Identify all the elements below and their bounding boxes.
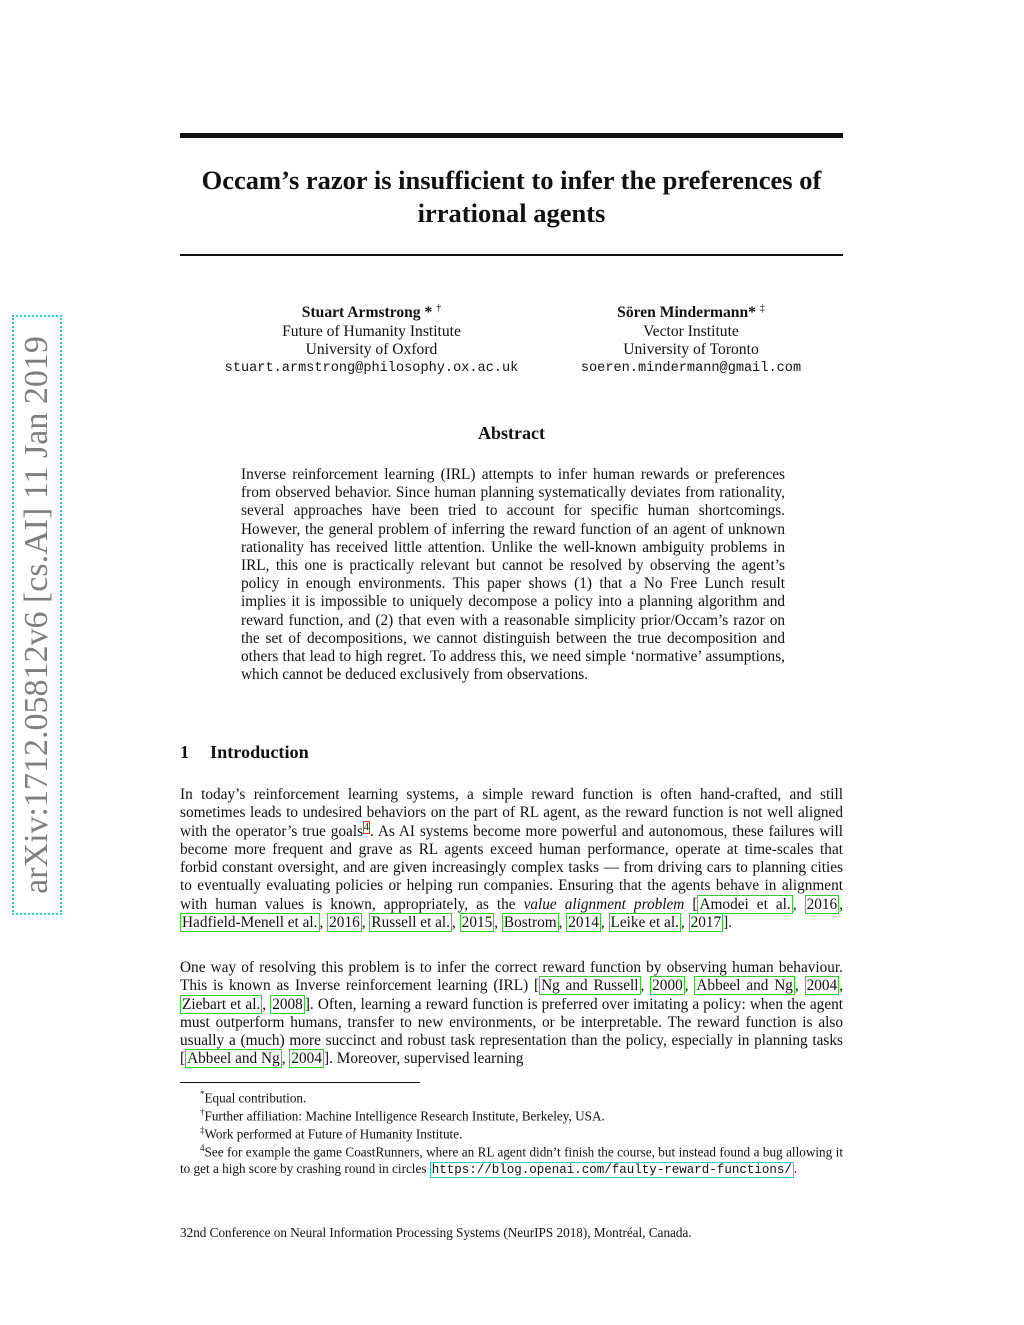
citation-link[interactable]: Amodei et al. — [699, 895, 791, 913]
footnote-url-link[interactable]: https://blog.openai.com/faulty-reward-functions/ — [431, 1163, 792, 1178]
intro-paragraph-2: One way of resolving this problem is to infer the correct reward function by observing human behaviour. This is known as Inverse reinforcement learning (IRL) [ Ng and Russell , 2000 , Abbeel and Ng , 2004 , Ziebart et al. , 2008 ]. Often, learning a reward function is preferred over imitating a policy: when the agent must outperform humans, transfer to new environments, or be interpretable. The reward function is also usually a (much) more succinct and robust task representation than the policy, especially in planning tasks [ Abbeel and Ng , 2004 ]. Moreover, supervised learning — [180, 959, 844, 1068]
footnote-link-4[interactable]: 4 — [364, 821, 370, 833]
conference-footer: 32nd Conference on Neural Information Processing Systems (NeurIPS 2018), Montréal, Canada. — [180, 1225, 692, 1240]
footnote-4-coastrunners: $^4$See for example the game CoastRunners, where an RL agent didn’t finish the course, but instead found a bug allowing it to get a high score by crashing round in circles https://blog.openai.com/faulty-reward-functions/ . — [180, 1143, 843, 1178]
citation-link[interactable]: 2015 — [461, 914, 493, 932]
citation-link[interactable]: Abbeel and Ng — [187, 1050, 280, 1068]
citation-link[interactable]: 2008 — [272, 995, 303, 1013]
citation-link[interactable]: Russell et al. — [371, 914, 451, 932]
author-name: Stuart Armstrong * — [301, 304, 433, 322]
author-affiliation: University of Toronto — [623, 341, 759, 359]
citation-link[interactable]: 2000 — [652, 977, 683, 995]
abstract-body: Inverse reinforcement learning (IRL) attempts to infer human rewards or preferences from observed behavior. Since human planning systematically deviates from rationality, several approaches have been tried to account for specific human shortcomings. However, the general problem of inferring the reward function of an agent of unknown rationality has received little attention. Unlike the well-known ambiguity problems in IRL, this one is practically relevant but cannot be resolved by observing the agent’s policy in enough environments. This paper shows (1) that a No Free Lunch result implies it is impossible to uniquely decompose a policy into a planning algorithm and reward function, and (2) that even with a reasonable simplicity prior/Occam’s razor on the set of decompositions, we cannot distinguish between the true decomposition and others that lead to high regret. To address this, we need simple ‘normative’ assumptions, which cannot be deduced exclusively from observations. — [241, 466, 785, 684]
author-affiliation: Future of Humanity Institute — [282, 322, 461, 340]
citation-link[interactable]: Leike et al. — [610, 914, 679, 932]
footnote-divider — [180, 1082, 420, 1083]
section-title: Introduction — [210, 742, 309, 762]
citation-link[interactable]: 2004 — [291, 1050, 322, 1068]
citation-link[interactable]: Abbeel and Ng — [696, 977, 793, 995]
author-email: stuart.armstrong@philosophy.ox.ac.uk — [224, 360, 519, 376]
author-email: soeren.mindermann@gmail.com — [580, 360, 802, 376]
author-footnote-mark[interactable]: † — [436, 303, 442, 314]
citation-link[interactable]: 2017 — [690, 914, 722, 932]
citation-link[interactable]: 2016 — [806, 895, 838, 913]
citation-link[interactable]: Ziebart et al. — [182, 995, 261, 1013]
author-affiliation: Vector Institute — [643, 322, 739, 340]
author-block-armstrong — [200, 300, 543, 378]
citation-link[interactable]: Ng and Russell — [541, 977, 639, 995]
title-rule-bottom — [180, 254, 843, 256]
footnote-further-affiliation: †Further affiliation: Machine Intelligence Research Institute, Berkeley, USA. — [200, 1107, 605, 1124]
title-rule-top — [180, 133, 843, 138]
citation-link[interactable]: 2014 — [568, 914, 599, 932]
abstract-heading: Abstract — [478, 423, 545, 443]
author-block-mindermann — [560, 300, 822, 378]
intro-paragraph-1: In today’s reinforcement learning systems, a simple reward function is often hand-crafted, and still sometimes leads to undesired behaviors on the part of RL agent, as the reward function is not well aligned with the operator’s true goals$^4$. As AI systems become more powerful and autonomous, these failures will become more frequent and grave as RL agents exceed human performance, operate at time-scales that forbid constant oversight, and are given increasingly complex tasks — from driving cars to planning cities to eventually evaluating policies or helping run companies. Ensuring that the agents behave in alignment with human values is known, appropriately, as the value alignment problem [ Amodei et al. , 2016 , Hadfield-Menell et al. , 2016 , Russell et al. , 2015 , Bostrom , 2014 , Leike et al. , 2017 ]. — [180, 786, 843, 932]
citation-link[interactable]: 2004 — [806, 977, 838, 995]
section-heading-introduction — [180, 742, 309, 763]
citation-link[interactable]: Bostrom — [503, 914, 557, 932]
footnote-equal-contribution: *Equal contribution. — [200, 1089, 307, 1106]
arxiv-identifier-stamp[interactable]: arXiv:1712.05812v6 [cs.AI] 11 Jan 2019 — [12, 315, 62, 915]
footnote-work-performed: ‡Work performed at Future of Humanity Institute. — [200, 1125, 463, 1142]
section-number: 1 — [180, 742, 190, 762]
author-name: Sören Mindermann* — [617, 304, 756, 322]
paper-title: Occam’s razor is insufficient to infer the preferences of irrational agents — [201, 165, 822, 228]
author-affiliation: University of Oxford — [305, 341, 438, 359]
citation-link[interactable]: Hadfield-Menell et al. — [182, 914, 318, 932]
author-footnote-mark[interactable]: ‡ — [759, 303, 765, 314]
citation-link[interactable]: 2016 — [329, 914, 360, 932]
